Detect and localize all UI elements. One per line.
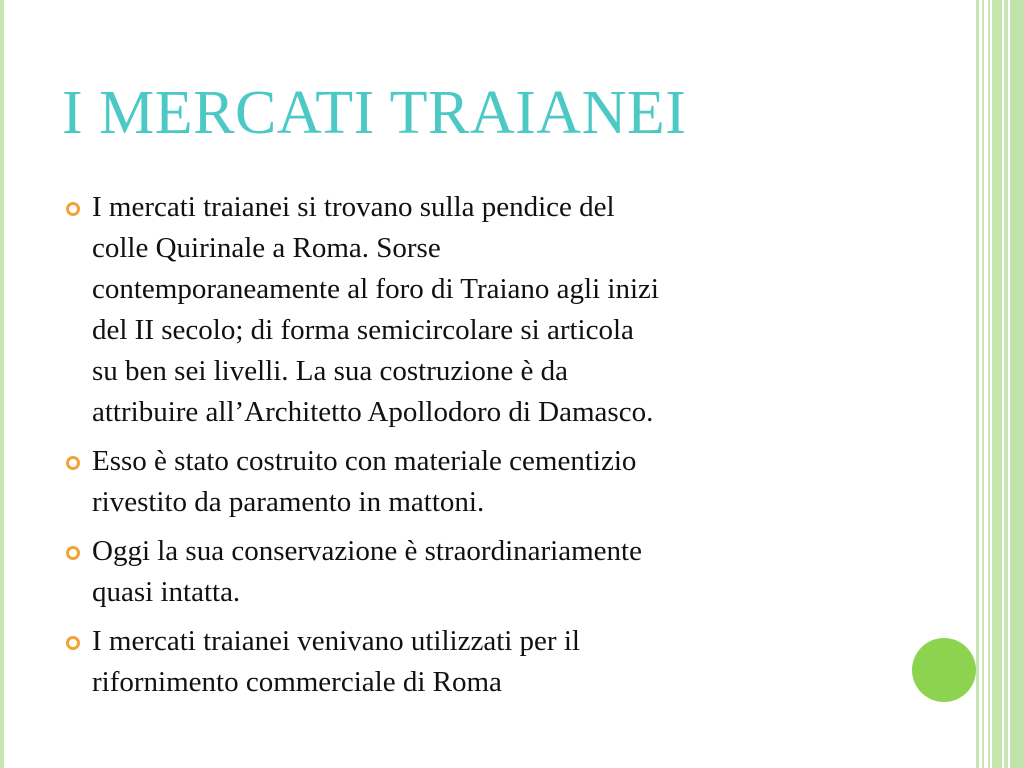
stripe [982,0,984,768]
left-border-decoration [0,0,4,768]
stripe [1010,0,1024,768]
bullet-item [62,187,882,433]
bullet-item [62,441,882,523]
green-circle-decoration [912,638,976,702]
bullet-circle-icon [66,546,80,560]
bullet-text: I mercati traianei venivano utilizzati per il rifornimento commerciale di Roma [92,625,580,698]
slide-title: I MERCATI TRAIANEI [62,79,687,147]
stripe [992,0,1002,768]
bullet-circle-icon [66,636,80,650]
stripe [1004,0,1008,768]
bullet-text: Oggi la sua conservazione è straordinariamente quasi intatta. [92,535,642,608]
bullet-list [62,187,882,711]
bullet-text: Esso è stato costruito con materiale cementizio rivestito da paramento in mattoni. [92,445,637,518]
stripe [976,0,979,768]
stripe [988,0,990,768]
bullet-text: I mercati traianei si trovano sulla pendice del colle Quirinale a Roma. Sorse contemporaneamente al foro di Traiano agli inizi del II secolo; di forma semicircolare si articola su ben sei livelli. La sua costruzione è da attribuire all’Architetto Apollodoro di Damasco. [92,191,659,428]
bullet-circle-icon [66,202,80,216]
bullet-item [62,621,882,703]
right-stripes-decoration [976,0,1024,768]
bullet-item [62,531,882,613]
bullet-circle-icon [66,456,80,470]
